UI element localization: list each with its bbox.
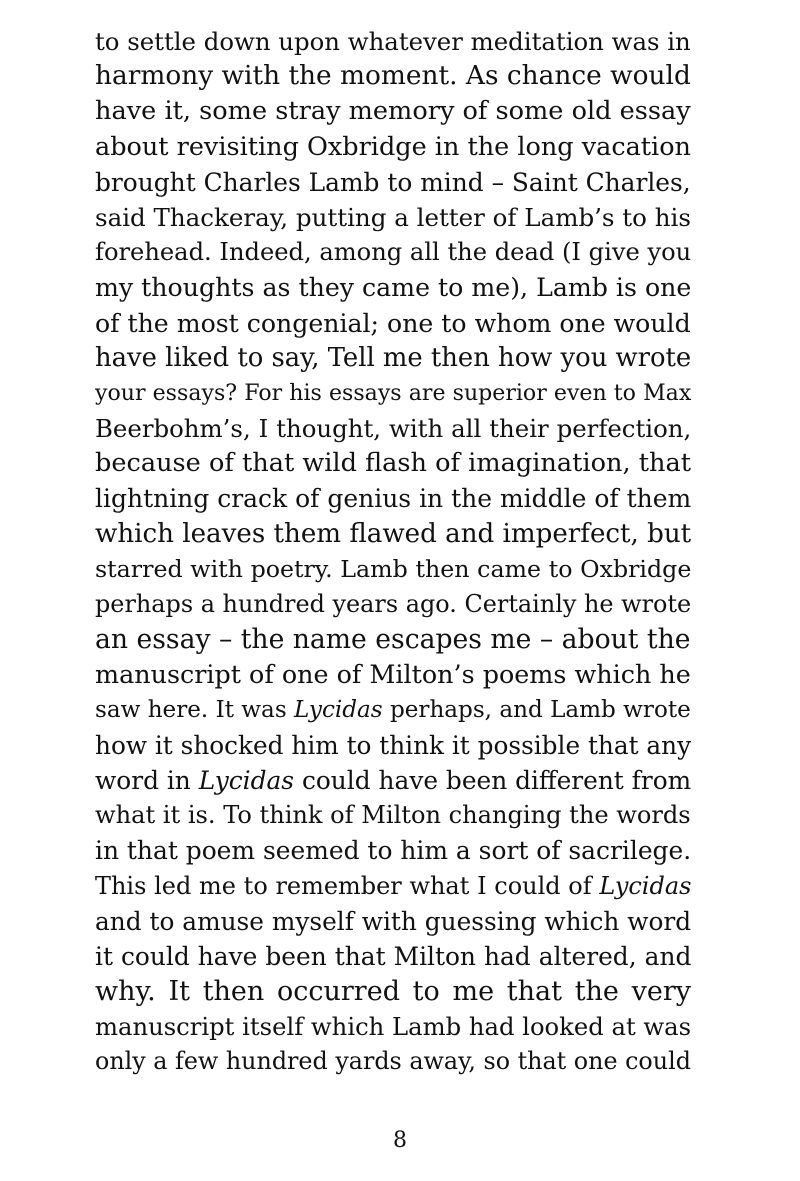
text-line: [95, 24, 691, 59]
text-run: an essay – the name escapes me – about the: [95, 624, 691, 656]
text-run: Beerbohm’s, I thought, with all their perfection,: [95, 414, 692, 444]
text-run: about revisiting Oxbridge in the long vacation: [95, 131, 691, 162]
text-line: [95, 657, 691, 692]
text-line: [95, 1044, 691, 1079]
text-line: [95, 59, 691, 94]
text-line: [95, 763, 691, 798]
text-line: [95, 200, 691, 235]
text-line: [95, 306, 691, 341]
text-run: word in: [95, 765, 199, 795]
text-run: harmony with the moment. As chance would: [95, 61, 691, 92]
text-line: [95, 165, 691, 200]
text-run: have it, some stray memory of some old essay: [95, 96, 691, 127]
body-text: [95, 24, 691, 1080]
text-run: my thoughts as they came to me), Lamb is one: [95, 273, 692, 303]
text-line: [95, 130, 691, 165]
text-run: how it shocked him to think it possible that any: [95, 730, 692, 760]
text-line: [95, 904, 691, 939]
text-run: what it is. To think of Milton changing the words: [95, 801, 691, 830]
text-run: lightning crack of genius in the middle of them: [95, 484, 692, 514]
text-line: [95, 939, 691, 974]
text-run: of the most congenial; one to whom one would: [95, 308, 691, 338]
text-line: [95, 622, 691, 657]
text-run: brought Charles Lamb to mind – Saint Charles,: [95, 167, 691, 197]
text-run: your essays? For his essays are superior even to Max: [95, 380, 692, 406]
text-run: starred with poetry. Lamb then came to Oxbridge: [95, 554, 692, 583]
text-line: [95, 869, 691, 904]
text-run: perhaps a hundred years ago. Certainly he wrote: [95, 590, 692, 618]
text-run: manuscript itself which Lamb had looked at was: [95, 1012, 692, 1042]
text-run: in that poem seemed to him a sort of sacrilege.: [95, 836, 692, 866]
text-line: [95, 376, 691, 411]
text-run: forehead. Indeed, among all the dead (I give you: [95, 238, 692, 267]
page-number: 8: [393, 1128, 407, 1153]
text-line: [95, 587, 691, 622]
text-line: [95, 94, 691, 129]
text-line: [95, 481, 691, 516]
text-line: [95, 270, 691, 305]
text-line: [95, 693, 691, 728]
text-line: [95, 517, 691, 552]
text-run: which leaves them flawed and imperfect, but: [95, 518, 692, 549]
text-run: only a few hundred yards away, so that one could: [95, 1047, 691, 1076]
italic-title: Lycidas: [599, 871, 692, 900]
text-line: [95, 728, 691, 763]
text-run: could have been different from: [294, 765, 692, 795]
italic-title: Lycidas: [294, 696, 383, 723]
text-run: This led me to remember what I could of: [95, 871, 600, 900]
text-line: [95, 552, 691, 587]
text-run: why. It then occurred to me that the very: [95, 976, 692, 1008]
text-line: [95, 798, 691, 833]
text-run: to settle down upon whatever meditation was in: [95, 27, 691, 56]
text-line: [95, 411, 691, 446]
text-line: [95, 1009, 691, 1044]
text-line: [95, 446, 691, 481]
text-run: it could have been that Milton had altered, and: [95, 941, 692, 971]
text-run: manuscript of one of Milton’s poems which he: [95, 659, 691, 690]
text-run: and to amuse myself with guessing which word: [95, 906, 692, 936]
text-line: [95, 235, 691, 270]
text-run: saw here. It was: [95, 696, 294, 723]
text-line: [95, 833, 691, 868]
italic-title: Lycidas: [198, 765, 295, 795]
text-run: have liked to say, Tell me then how you wrote: [95, 342, 692, 373]
text-run: because of that wild flash of imagination, that: [95, 448, 691, 479]
text-run: said Thackeray, putting a letter of Lamb’s to his: [95, 202, 691, 232]
text-run: perhaps, and Lamb wrote: [382, 696, 691, 723]
text-line: [95, 341, 691, 376]
text-line: [95, 974, 691, 1009]
